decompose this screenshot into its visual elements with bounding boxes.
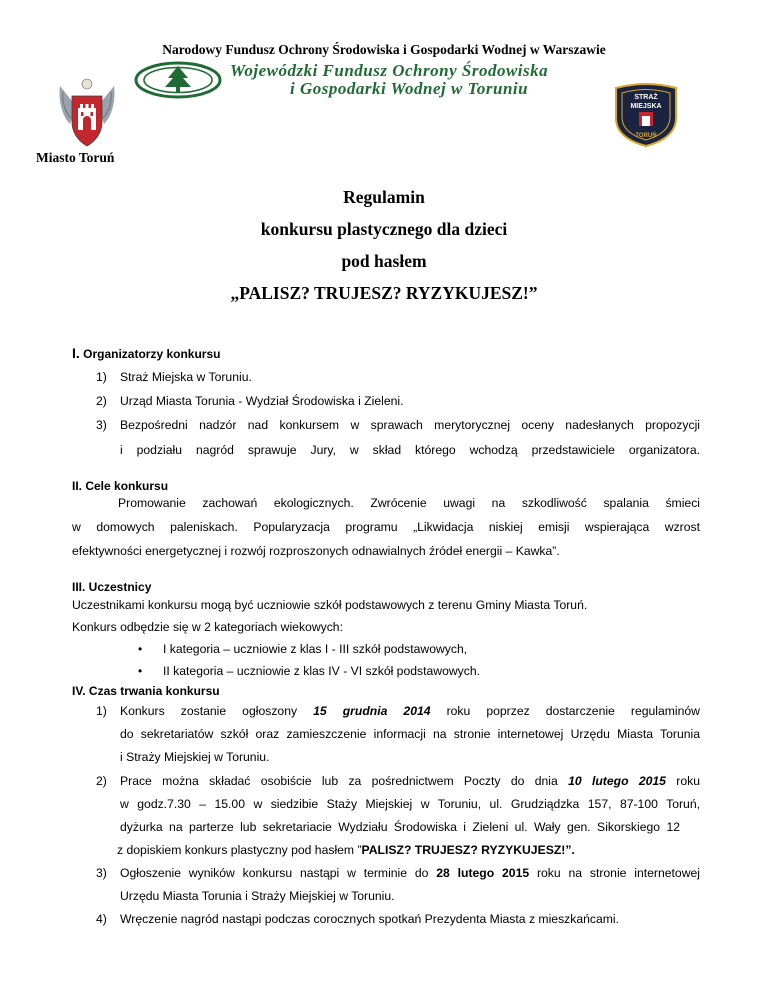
s3-paragraph-2: Konkurs odbędzie się w 2 kategoriach wiekowych:	[72, 620, 343, 634]
s4-item-3-date: 28 lutego 2015	[436, 866, 530, 880]
section-1-title	[72, 345, 220, 361]
document-title: Regulamin	[343, 187, 425, 207]
s4-item-3-num: 3)	[96, 866, 107, 880]
s4-item-2-note: z dopiskiem konkurs plastyczny pod hasłem ”	[117, 843, 362, 857]
national-fund-title: Narodowy Fundusz Ochrony Środowiska i Gospodarki Wodnej w Warszawie	[162, 42, 606, 57]
city-guard-badge-icon	[612, 82, 680, 148]
s4-item-3-line-2: Urzędu Miasta Torunia i Straży Miejskiej w Toruniu.	[120, 889, 395, 903]
section-1-title-text: Organizatorzy konkursu	[79, 347, 221, 361]
section-1-roman: I.	[72, 345, 80, 361]
s4-item-1-line-3: i Straży Miejskiej w Toruniu.	[120, 750, 270, 764]
straz-badge-bottom: TORUŃ	[635, 133, 657, 139]
s4-item-3-post: roku na stronie internetowej	[536, 866, 700, 880]
s4-item-2-line-3: dyżurka na parterze lub sekretariacie Wydziału Środowiska i Zieleni ul. Wały gen. Sikorskiego 12	[120, 820, 680, 834]
s4-item-2-pre: Prace można składać osobiście lub za pośrednictwem Poczty do dnia	[120, 774, 558, 788]
city-caption: Miasto Toruń	[36, 150, 115, 165]
s3-bullet-1-symbol: •	[138, 642, 143, 656]
s1-item-3-num: 3)	[96, 418, 107, 432]
s4-item-2-line-4	[117, 843, 575, 857]
s3-paragraph-1: Uczestnikami konkursu mogą być uczniowie szkół podstawowych z terenu Gminy Miasta Toruń.	[72, 598, 588, 612]
s4-item-2-num: 2)	[96, 774, 107, 788]
s3-bullet-2-text: II kategoria – uczniowie z klas IV - VI szkół podstawowych.	[163, 664, 481, 678]
document-subtitle-1: konkursu plastycznego dla dzieci	[260, 219, 508, 239]
angel-coat-of-arms-icon	[56, 76, 118, 148]
section-4-title: IV. Czas trwania konkursu	[72, 684, 220, 698]
s1-item-3-line-2: i podziału nagród sprawuje Jury, w skład którego wchodzą przedstawiciele organizatora.	[120, 443, 700, 457]
s1-item-2-num: 2)	[96, 394, 107, 408]
s2-paragraph-line-3: efektywności energetycznej i rozwój rozproszonych odnawialnych źródeł energii – Kawka”.	[72, 544, 560, 558]
s4-item-1-date: 15 grudnia 2014	[313, 704, 431, 718]
s4-item-2-date: 10 lutego 2015	[568, 774, 666, 788]
s1-item-3-line-1: Bezpośredni nadzór nad konkursem w sprawach merytorycznej oceny nadesłanych propozycji	[120, 418, 700, 432]
s2-paragraph-line-1: Promowanie zachowań ekologicznych. Zwrócenie uwagi na szkodliwość spalania śmieci	[118, 496, 700, 510]
wfos-line-2: i Gospodarki Wodnej w Toruniu	[290, 79, 529, 98]
s1-item-2-text: Urząd Miasta Torunia - Wydział Środowiska i Zieleni.	[120, 394, 404, 408]
s4-item-3-line-1	[120, 866, 700, 880]
straz-badge-top: STRAŻ	[634, 94, 658, 101]
s1-item-1-num: 1)	[96, 370, 107, 384]
s3-bullet-1-text: I kategoria – uczniowie z klas I - III szkół podstawowych,	[163, 642, 468, 656]
tree-circle-icon	[132, 60, 224, 100]
contest-slogan: „PALISZ? TRUJESZ? RYZYKUJESZ!”	[230, 283, 538, 303]
s4-item-3-pre: Ogłoszenie wyników konkursu nastąpi w terminie do	[120, 866, 429, 880]
s4-item-1-line-2: do sekretariatów szkół oraz zamieszczenie informacji na stronie internetowej Urzędu Miasta Torunia	[120, 727, 700, 741]
s2-paragraph-line-2: w domowych paleniskach. Popularyzacja programu „Likwidacja niskiej emisji wspierająca wzrost	[72, 520, 700, 534]
s4-item-1-line-1	[120, 704, 700, 718]
s4-item-2-slogan: PALISZ? TRUJESZ? RYZYKUJESZ!”.	[361, 843, 575, 857]
s4-item-4-num: 4)	[96, 912, 107, 926]
wfos-line-1: Wojewódzki Fundusz Ochrony Środowiska	[230, 61, 549, 80]
s1-item-1-text: Straż Miejska w Toruniu.	[120, 370, 252, 384]
wfos-logo-text	[230, 62, 630, 98]
section-3-title: III. Uczestnicy	[72, 580, 152, 594]
document-subtitle-2: pod hasłem	[341, 251, 427, 271]
s4-item-2-post: roku	[676, 774, 700, 788]
straz-badge-mid: MIEJSKA	[630, 103, 662, 110]
s4-item-4-text: Wręczenie nagród nastąpi podczas corocznych spotkań Prezydenta Miasta z mieszkańcami.	[120, 912, 620, 926]
section-2-title: II. Cele konkursu	[72, 479, 169, 493]
s4-item-2-line-2: w godz.7.30 – 15.00 w siedzibie Staży Miejskiej w Toruniu, ul. Grudziądzka 157, 87-100 Toruń,	[120, 797, 700, 811]
s4-item-1-pre: Konkurs zostanie ogłoszony	[120, 704, 298, 718]
s4-item-2-line-1	[120, 774, 700, 788]
s4-item-1-num: 1)	[96, 704, 107, 718]
s4-item-1-post: roku poprzez dostarczenie regulaminów	[446, 704, 700, 718]
s3-bullet-2-symbol: •	[138, 664, 143, 678]
